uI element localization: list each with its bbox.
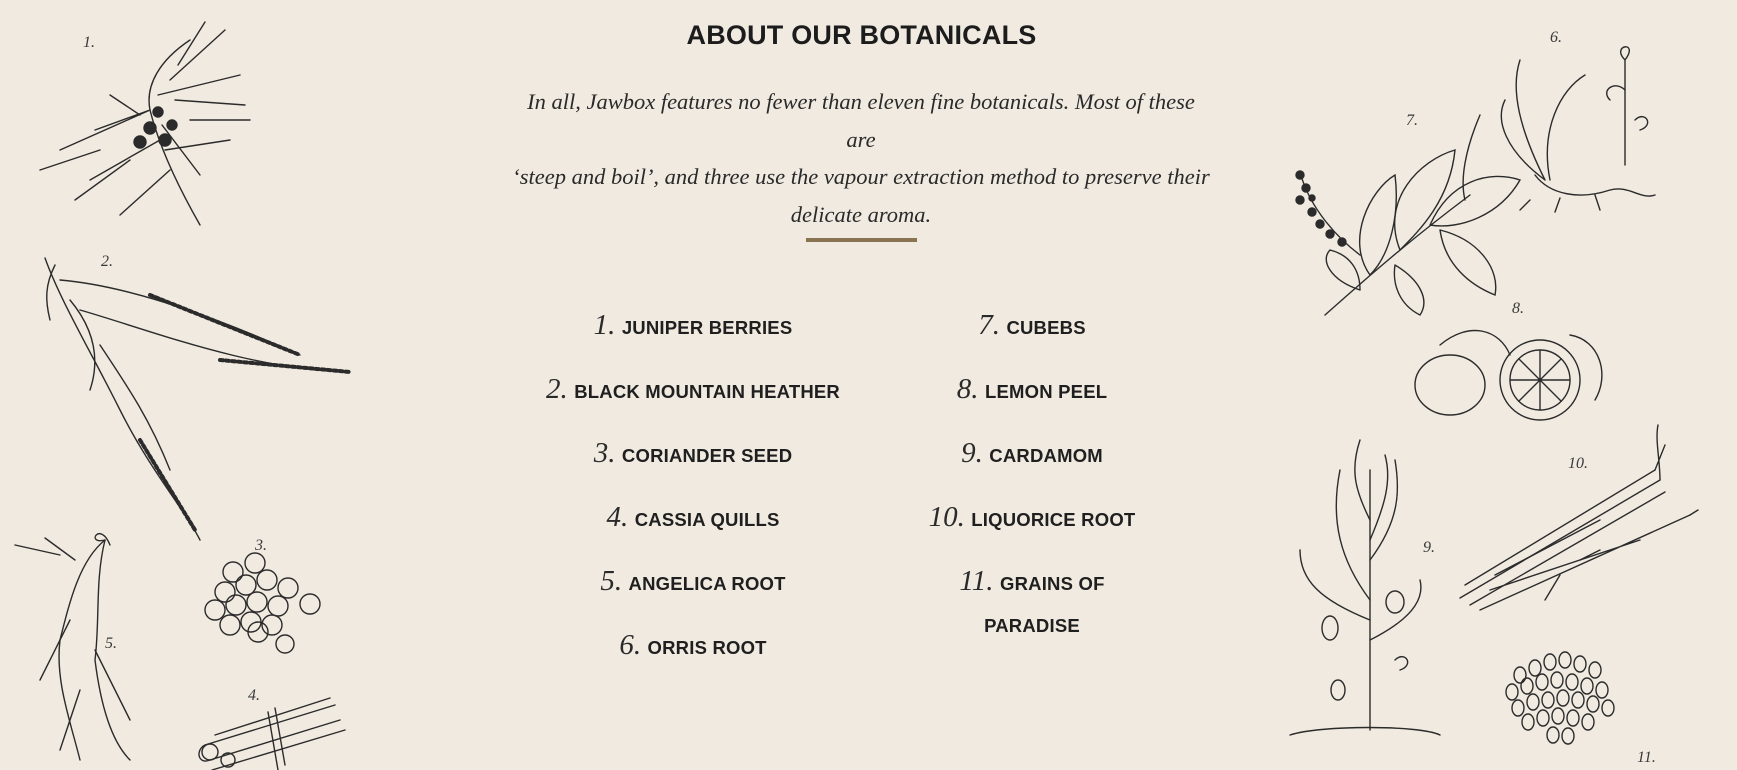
heather-illustration [45, 258, 350, 540]
juniper-illustration [40, 22, 250, 225]
botanical-name: LIQUORICE ROOT [971, 509, 1136, 530]
botanical-number: 7. [978, 309, 1000, 341]
section-heading: ABOUT OUR BOTANICALS [686, 20, 1037, 50]
orris-illustration [1501, 47, 1655, 212]
cardamom-illustration [1290, 440, 1440, 735]
botanical-number: 10. [928, 501, 965, 533]
illustration-label: 7. [1406, 112, 1418, 129]
illustration-label: 6. [1550, 29, 1562, 46]
botanical-number: 5. [600, 565, 623, 597]
botanical-number: 1. [593, 309, 616, 341]
illustration-label: 4. [248, 687, 260, 704]
botanical-name: ORRIS ROOT [647, 637, 767, 658]
cubebs-illustration [1296, 115, 1520, 315]
botanical-name: LEMON PEEL [984, 381, 1108, 402]
intro-line: In all, Jawbox features no fewer than eleven fine botanicals. Most of these are [527, 89, 1195, 152]
intro-line: ‘steep and boil’, and three use the vapour extraction method to preserve their [512, 164, 1210, 189]
lemon-illustration [1415, 331, 1602, 420]
cassia-illustration [199, 698, 345, 770]
botanical-name: GRAINS OF [999, 573, 1105, 594]
illustration-label: 3. [255, 537, 267, 554]
botanical-number: 6. [619, 629, 642, 661]
coriander-illustration [205, 553, 320, 653]
illustration-label: 2. [101, 253, 113, 270]
intro-line: delicate aroma. [790, 201, 932, 227]
botanical-name: CORIANDER SEED [621, 445, 793, 466]
illustration-label: 8. [1512, 300, 1524, 317]
botanical-number: 4. [606, 501, 629, 533]
illustration-label: 10. [1568, 455, 1588, 472]
botanical-name: JUNIPER BERRIES [621, 317, 793, 338]
botanical-number: 8. [956, 373, 979, 405]
botanical-name: PARADISE [984, 615, 1080, 636]
illustration-label: 1. [83, 34, 95, 51]
botanical-name: CARDAMOM [989, 445, 1103, 466]
grains-illustration [1506, 652, 1614, 744]
illustration-label: 11. [1637, 749, 1656, 766]
botanical-name: ANGELICA ROOT [628, 573, 786, 594]
botanical-number: 2. [546, 373, 568, 405]
botanical-name: BLACK MOUNTAIN HEATHER [574, 381, 840, 402]
botanical-name: CASSIA QUILLS [634, 509, 780, 530]
liquorice-illustration [1460, 425, 1698, 610]
illustration-label: 5. [105, 635, 117, 652]
botanical-name: CUBEBS [1006, 317, 1086, 338]
botanical-number: 11. [959, 565, 994, 597]
botanical-number: 3. [593, 437, 616, 469]
illustration-label: 9. [1423, 539, 1435, 556]
botanical-number: 9. [961, 437, 983, 469]
